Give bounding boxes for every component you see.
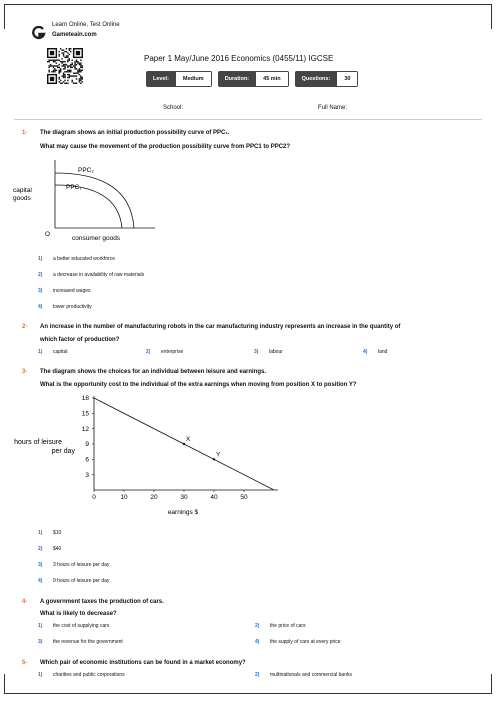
- option-text[interactable]: lower productivity: [53, 304, 92, 310]
- option-number[interactable]: 3): [38, 562, 43, 568]
- option-number[interactable]: 3): [38, 639, 43, 645]
- chart-y-tick-label: 15: [81, 410, 89, 418]
- option-text[interactable]: the price of cars: [270, 623, 306, 629]
- option-text[interactable]: $40: [53, 546, 62, 552]
- pill-key: Duration:: [218, 71, 256, 87]
- question-text: The diagram shows an initial production possibility curve of PPC₁.: [40, 130, 230, 136]
- question-number: 2-: [22, 324, 28, 330]
- chart-x-tick-label: 10: [120, 494, 128, 501]
- option-number[interactable]: 2): [38, 272, 43, 278]
- brand-site[interactable]: Gameteain.com: [52, 32, 97, 38]
- ppc-origin: O: [45, 231, 51, 238]
- chart-point-label: X: [186, 436, 191, 443]
- gameteain-logo-icon: [32, 26, 46, 40]
- chart-y-tick-label: 18: [81, 395, 89, 403]
- option-number[interactable]: 4): [255, 639, 260, 645]
- chart-x-tick-label: 40: [210, 494, 218, 501]
- page-title: Paper 1 May/June 2016 Economics (0455/11) IGCSE: [144, 54, 334, 63]
- level-pill: [146, 71, 212, 87]
- option-number[interactable]: 2): [255, 672, 260, 678]
- exam-info-pills: [146, 71, 358, 87]
- question-text: An increase in the number of manufacturing robots in the car manufacturing industry represents an increase in the quantity of: [40, 324, 401, 330]
- chart-point: [183, 443, 185, 445]
- option-number[interactable]: 3): [254, 349, 259, 355]
- ppc-y-label: goods: [13, 195, 31, 202]
- option-text[interactable]: land: [378, 349, 388, 355]
- chart-y-tick-label: 6: [85, 456, 89, 464]
- ppc2-curve: [55, 173, 134, 228]
- ppc-diagram: [10, 158, 160, 248]
- chart-y-tick-label: 3: [85, 471, 89, 479]
- question-text: What may cause the movement of the production possibility curve from PPC1 to PPC2?: [40, 144, 291, 150]
- chart-ylabel: hours of leisure: [14, 439, 62, 446]
- option-text[interactable]: 9 hours of leisure per day: [53, 578, 110, 584]
- divider: [14, 119, 482, 120]
- duration-pill: [218, 71, 289, 87]
- pill-value: Medium: [176, 71, 212, 87]
- question-number: 1-: [22, 130, 28, 136]
- option-number[interactable]: 4): [38, 304, 43, 310]
- option-number[interactable]: 2): [146, 349, 151, 355]
- question-number: 4-: [22, 599, 28, 605]
- option-number[interactable]: 2): [255, 623, 260, 629]
- option-number[interactable]: 1): [38, 672, 43, 678]
- option-number[interactable]: 4): [363, 349, 368, 355]
- chart-y-tick-label: 9: [85, 441, 89, 449]
- pill-value: 30: [337, 71, 358, 87]
- option-number[interactable]: 2): [38, 546, 43, 552]
- chart-x-tick-label: 50: [240, 494, 248, 501]
- option-text[interactable]: a decrease in availability of raw materials: [53, 272, 145, 278]
- option-text[interactable]: the revenue for the government: [53, 639, 123, 645]
- ppc-x-label: consumer goods: [72, 235, 121, 242]
- option-number[interactable]: 1): [38, 623, 43, 629]
- option-number[interactable]: 3): [38, 288, 43, 294]
- question-text: Which pair of economic institutions can be found in a market economy?: [40, 660, 246, 666]
- option-text[interactable]: 3 hours of leisure per day: [53, 562, 110, 568]
- chart-x-tick-label: 20: [150, 494, 158, 501]
- frame-corner: [4, 4, 5, 29]
- school-field[interactable]: School:: [163, 105, 184, 111]
- chart-xlabel: earnings $: [167, 509, 199, 516]
- ppc-y-label: capital: [13, 187, 32, 194]
- option-text[interactable]: enterprise: [161, 349, 184, 355]
- pill-value: 45 min: [256, 71, 288, 87]
- frame-bottom: [4, 693, 492, 694]
- chart-x-tick-label: 30: [180, 494, 188, 501]
- chart-y-tick-label: 12: [81, 425, 89, 433]
- frame-top: [4, 4, 492, 5]
- questions-pill: [295, 71, 359, 87]
- frame-corner: [4, 674, 5, 694]
- option-number[interactable]: 1): [38, 256, 43, 262]
- question-number: 5-: [22, 660, 28, 666]
- option-text[interactable]: the cost of supplying cars: [53, 623, 110, 629]
- option-text[interactable]: $10: [53, 530, 62, 536]
- question-text: What is likely to decrease?: [40, 611, 117, 617]
- option-text[interactable]: the supply of cars at every price: [270, 639, 341, 645]
- option-number[interactable]: 1): [38, 530, 43, 536]
- pill-key: Questions:: [295, 71, 338, 87]
- frame-corner: [491, 4, 492, 29]
- ppc1-label: PPC₁: [66, 184, 82, 191]
- option-number[interactable]: 1): [38, 349, 43, 355]
- question-text: The diagram shows the choices for an individual between leisure and earnings.: [40, 369, 267, 375]
- full-name-field[interactable]: Full Name:: [318, 105, 348, 111]
- leisure-earnings-chart: [0, 390, 300, 520]
- option-text[interactable]: a better educated workforce: [53, 256, 115, 262]
- frame-corner: [491, 674, 492, 694]
- chart-point: [213, 458, 215, 460]
- option-text[interactable]: charities and public corporations: [53, 672, 125, 678]
- question-text: A government taxes the production of cars.: [40, 599, 164, 605]
- qr-code-icon: [47, 48, 83, 84]
- ppc1-curve: [55, 185, 122, 228]
- option-text[interactable]: multinationals and commercial banks: [270, 672, 352, 678]
- chart-ylabel: per day: [51, 448, 75, 455]
- question-text: which factor of production?: [40, 337, 120, 343]
- chart-x-tick-label: 0: [92, 494, 96, 501]
- brand-tagline: Learn Online, Test Online: [52, 22, 120, 28]
- question-number: 3-: [22, 369, 28, 375]
- option-number[interactable]: 4): [38, 578, 43, 584]
- chart-point-label: Y: [216, 451, 221, 459]
- ppc2-label: PPC₂: [78, 167, 94, 174]
- option-text[interactable]: increased wages: [53, 288, 91, 294]
- question-text: What is the opportunity cost to the individual of the extra earnings when moving from position X to position Y?: [40, 382, 357, 388]
- option-text[interactable]: capital: [53, 349, 68, 355]
- pill-key: Level:: [146, 71, 176, 87]
- option-text[interactable]: labour: [269, 349, 283, 355]
